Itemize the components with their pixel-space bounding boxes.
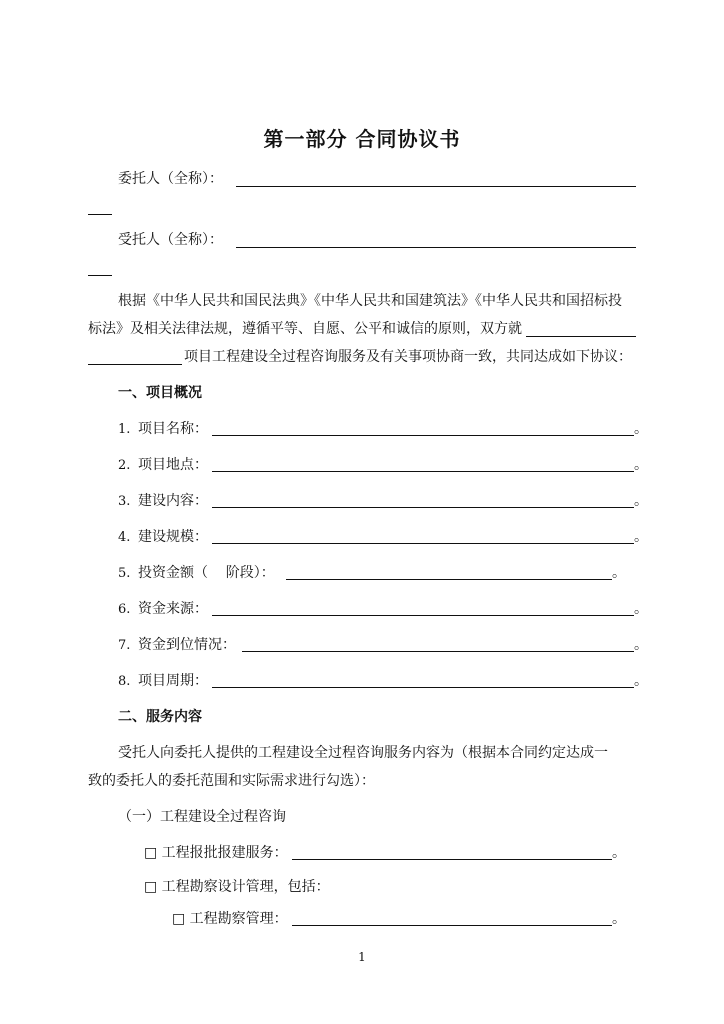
investment-amount-field[interactable] — [286, 579, 612, 580]
construction-content-field[interactable] — [212, 507, 634, 508]
end-mark: 。 — [634, 673, 648, 689]
funding-status-field[interactable] — [242, 651, 634, 652]
service-line-1: 受托人向委托人提供的工程建设全过程咨询服务内容为（根据本合同约定达成一 — [118, 745, 608, 761]
end-mark: 。 — [634, 601, 648, 617]
project-item: 3. 建设内容： — [118, 493, 208, 509]
project-location-field[interactable] — [212, 471, 634, 472]
checkbox-design-management[interactable]: □ 工程勘察设计管理，包括： — [144, 879, 330, 895]
consultant-name-blank[interactable] — [236, 247, 636, 248]
project-item: 8. 项目周期： — [118, 673, 208, 689]
survey-management-field[interactable] — [292, 925, 612, 926]
project-item: 6. 资金来源： — [118, 601, 208, 617]
approval-service-field[interactable] — [292, 859, 612, 860]
end-mark: 。 — [612, 911, 626, 927]
project-item: 5. 投资金额（ 阶段）： — [118, 565, 275, 581]
end-mark: 。 — [612, 845, 626, 861]
section-1-title: 一、项目概况 — [118, 385, 202, 401]
end-mark: 。 — [634, 493, 648, 509]
construction-scale-field[interactable] — [212, 543, 634, 544]
end-mark: 。 — [634, 421, 648, 437]
project-name-blank-cont — [88, 364, 182, 365]
page-title: 第一部分 合同协议书 — [263, 127, 461, 151]
checkbox-survey-management[interactable]: □ 工程勘察管理： — [172, 911, 288, 927]
subsection-title: （一）工程建设全过程咨询 — [118, 809, 286, 825]
intro-line-2: 标法》及相关法律法规，遵循平等、自愿、公平和诚信的原则，双方就 — [88, 321, 522, 337]
project-name-field[interactable] — [212, 435, 634, 436]
intro-line-1: 根据《中华人民共和国民法典》《中华人民共和国建筑法》《中华人民共和国招标投 — [118, 293, 622, 309]
end-mark: 。 — [634, 529, 648, 545]
checkbox-approval-service[interactable]: □ 工程报批报建服务： — [144, 845, 288, 861]
project-period-field[interactable] — [212, 687, 634, 688]
consultant-label: 受托人（全称）： — [118, 232, 223, 248]
consultant-name-blank-cont — [88, 275, 112, 276]
project-name-blank[interactable] — [526, 336, 636, 337]
client-label: 委托人（全称）： — [118, 171, 223, 187]
project-item: 4. 建设规模： — [118, 529, 208, 545]
end-mark: 。 — [634, 637, 648, 653]
service-line-2: 致的委托人的委托范围和实际需求进行勾选）： — [88, 773, 375, 789]
project-item: 1. 项目名称： — [118, 421, 208, 437]
end-mark: 。 — [634, 457, 648, 473]
page-number: 1 — [358, 950, 366, 964]
section-2-title: 二、服务内容 — [118, 709, 202, 725]
project-item: 2. 项目地点： — [118, 457, 208, 473]
intro-line-3: 项目工程建设全过程咨询服务及有关事项协商一致，共同达成如下协议： — [184, 349, 632, 365]
client-name-blank-cont — [88, 214, 112, 215]
project-item: 7. 资金到位情况： — [118, 637, 236, 653]
funding-source-field[interactable] — [212, 615, 634, 616]
client-name-blank[interactable] — [236, 186, 636, 187]
end-mark: 。 — [612, 565, 626, 581]
